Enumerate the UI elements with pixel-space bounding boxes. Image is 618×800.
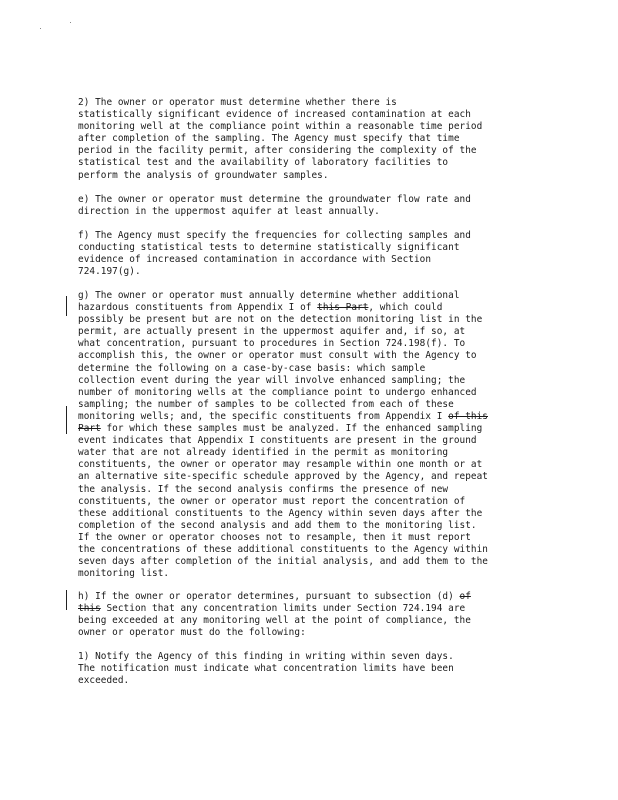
text-line <box>78 230 543 242</box>
text-line <box>78 532 543 544</box>
text-run: water that are not already identified in the permit as monitoring <box>78 447 449 459</box>
text-line <box>78 627 543 639</box>
text-line <box>78 375 543 387</box>
text-line <box>78 663 543 675</box>
text-run: what concentration, pursuant to procedures in Section 724.198(f). To <box>78 338 466 350</box>
text-line <box>78 651 543 663</box>
struck-text: this Part <box>317 302 369 314</box>
scan-speck <box>40 28 41 29</box>
text-run: collection event during the year will involve enhanced sampling; the <box>78 374 466 386</box>
text-run: evidence of increased contamination in accordance with Section <box>78 254 432 266</box>
struck-text: this <box>78 603 101 615</box>
text-run: 724.197(g). <box>78 266 141 278</box>
text-line <box>78 568 543 580</box>
text-line <box>78 206 543 218</box>
text-line <box>78 496 543 508</box>
text-line <box>78 459 543 471</box>
text-run: being exceeded at any monitoring well at the point of compliance, the <box>78 615 471 627</box>
text-line <box>78 484 543 496</box>
text-line <box>78 399 543 411</box>
text-run: after completion of the sampling. The Agency must specify that time <box>78 133 460 145</box>
text-run: monitoring list. <box>78 568 170 580</box>
paragraph-2 <box>78 97 543 182</box>
struck-text: of this <box>448 410 488 422</box>
text-run: 2) The owner or operator must determine whether there is <box>78 97 397 108</box>
text-run: direction in the uppermost aquifer at least annually. <box>78 206 380 218</box>
text-run: exceeded. <box>78 675 130 687</box>
text-line <box>78 544 543 556</box>
paragraph-h <box>78 591 543 639</box>
text-line <box>78 603 543 615</box>
text-run: the concentrations of these additional constituents to the Agency within <box>78 543 488 555</box>
text-line <box>78 350 543 362</box>
text-line <box>78 411 543 423</box>
revision-bar <box>66 590 67 610</box>
text-line <box>78 471 543 483</box>
text-line <box>78 591 543 603</box>
text-line <box>78 302 543 314</box>
paragraph-1 <box>78 651 543 687</box>
text-line <box>78 133 543 145</box>
text-run: The notification must indicate what concentration limits have been <box>78 663 454 675</box>
text-run: monitoring wells; and, the specific constituents from Appendix I <box>78 410 449 422</box>
text-line <box>78 254 543 266</box>
text-run: determine the following on a case-by-case basis: which sample <box>78 362 426 374</box>
text-run: statistical test and the availability of laboratory facilities to <box>78 157 449 169</box>
text-run: period in the facility permit, after considering the complexity of the <box>78 145 477 157</box>
text-run: seven days after completion of the initial analysis, and add them to the <box>78 556 488 568</box>
text-run: sampling; the number of samples to be collected from each of these <box>78 398 454 410</box>
text-run: possibly be present but are not on the detection monitoring list in the <box>78 314 483 326</box>
text-run: , which could <box>368 302 443 314</box>
text-run: perform the analysis of groundwater samples. <box>78 169 329 181</box>
text-run: If the owner or operator chooses not to resample, then it must report <box>78 531 471 543</box>
text-run: constituents, the owner or operator may resample within one month or at <box>78 459 483 471</box>
text-run: accomplish this, the owner or operator must consult with the Agency to <box>78 350 477 362</box>
paragraph-f <box>78 230 543 278</box>
text-line <box>78 109 543 121</box>
text-run: f) The Agency must specify the frequencies for collecting samples and <box>78 230 471 241</box>
text-line <box>78 423 543 435</box>
text-run: permit, are actually present in the uppermost aquifer and, if so, at <box>78 326 466 338</box>
text-run: conducting statistical tests to determine statistically significant <box>78 242 460 254</box>
scan-speck <box>70 22 71 23</box>
text-line <box>78 338 543 350</box>
text-run: an alternative site-specific schedule approved by the Agency, and repeat <box>78 471 488 483</box>
text-run: completion of the second analysis and add them to the monitoring list. <box>78 519 477 531</box>
text-line <box>78 435 543 447</box>
text-run: owner or operator must do the following: <box>78 627 306 639</box>
text-run: number of monitoring wells at the compliance point to undergo enhanced <box>78 386 477 398</box>
text-line <box>78 675 543 687</box>
text-line <box>78 266 543 278</box>
text-line <box>78 615 543 627</box>
struck-text: Part <box>78 423 101 435</box>
text-line <box>78 242 543 254</box>
revision-bar <box>66 296 67 316</box>
text-run: for which these samples must be analyzed. If the enhanced sampling <box>100 423 483 435</box>
text-line <box>78 447 543 459</box>
text-run: event indicates that Appendix I constituents are present in the ground <box>78 435 477 447</box>
text-run: statistically significant evidence of increased contamination at each <box>78 109 471 121</box>
text-run: Section that any concentration limits under Section 724.194 are <box>100 603 466 615</box>
text-run: hazardous constituents from Appendix I of <box>78 302 318 314</box>
text-run: these additional constituents to the Agency within seven days after the <box>78 507 483 519</box>
text-line <box>78 97 543 109</box>
text-run: e) The owner or operator must determine the groundwater flow rate and <box>78 194 471 205</box>
revision-bar <box>66 406 67 434</box>
text-line <box>78 157 543 169</box>
text-run: the analysis. If the second analysis confirms the presence of new <box>78 483 449 495</box>
text-run: h) If the owner or operator determines, pursuant to subsection (d) <box>78 591 460 602</box>
text-run: 1) Notify the Agency of this finding in writing within seven days. <box>78 651 454 662</box>
paragraph-g <box>78 290 543 580</box>
text-line <box>78 520 543 532</box>
text-run: g) The owner or operator must annually determine whether additional <box>78 290 460 301</box>
text-line <box>78 145 543 157</box>
text-run: monitoring well at the compliance point within a reasonable time period <box>78 121 483 133</box>
text-line <box>78 556 543 568</box>
text-line <box>78 194 543 206</box>
text-line <box>78 290 543 302</box>
text-line <box>78 508 543 520</box>
text-line <box>78 170 543 182</box>
paragraph-e <box>78 194 543 218</box>
text-line <box>78 314 543 326</box>
text-line <box>78 363 543 375</box>
text-line <box>78 326 543 338</box>
text-run: constituents, the owner or operator must report the concentration of <box>78 495 466 507</box>
text-line <box>78 121 543 133</box>
text-line <box>78 387 543 399</box>
struck-text: of <box>459 591 471 602</box>
